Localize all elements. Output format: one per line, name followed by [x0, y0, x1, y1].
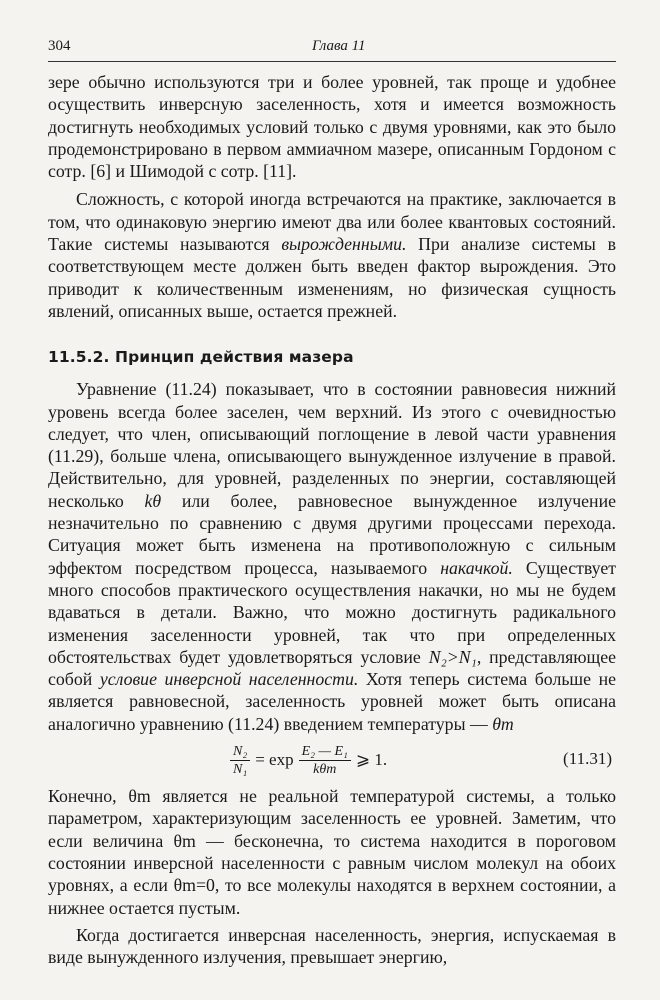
paragraph-2-text-a: Сложность, с которой иногда встречаются на практике, заключается в том, что одинаковую энергию имеют два или более квантовых состояний. Такие системы называются	[48, 189, 616, 255]
k-theta: kθ	[144, 490, 162, 511]
inversion-condition-formula: N₂>N₁	[428, 646, 477, 667]
theta-m: θm	[492, 713, 514, 734]
exponent-denominator: kθm	[313, 761, 337, 777]
ratio-numerator: N₂	[230, 743, 250, 761]
paragraph-1: зере обычно используются три и более уровней, так проще и удобнее осуществить инверсную заселенность, хотя и имеется возможность достигнуть необходимых условий только с двумя уровнями, как это было продемонстрировано в первом аммиачном мазере, описанным Гордоном с сотр. [6] и Шимодой с сотр. [11].	[48, 72, 616, 182]
equation-11-31	[48, 737, 616, 783]
paragraph-3-text-d: , представляющее собой	[48, 646, 617, 690]
term-pumping: накачкой.	[440, 557, 513, 578]
paragraph-2-text-b: При анализе системы в соответствующем месте должен быть введен фактор вырождения. Это приводит к количественным изменениям, но физическая сущность явлений, описанных выше, остается прежней.	[48, 234, 616, 321]
term-degenerate: вырожденными.	[281, 234, 407, 255]
paragraph-3	[48, 378, 616, 735]
book-page	[48, 38, 616, 968]
paragraph-3-text-a: Уравнение (11.24) показывает, что в состоянии равновесия нижний уровень всегда более заселен, чем верхний. Из этого с очевидностью следует, что член, описывающий поглощение в левой части уравнения (11.29), больше члена, описывающего вынужденное излучение в правой. Действительно, для уровней, разделенных по энергии, составляющей несколько	[48, 379, 616, 511]
paragraph-2	[48, 188, 616, 322]
chapter-title: Глава 11	[312, 38, 366, 54]
relation: ⩾ 1.	[355, 750, 388, 770]
section-heading: 11.5.2. Принцип действия мазера	[48, 348, 354, 367]
paragraph-3-text-e: Хотя теперь система больше не является равновесной, заселенность уровней может быть описана аналогично уравнению (11.24) введением температуры —	[48, 669, 616, 734]
paragraph-3-text-b: или более, равновесное вынужденное излучение незначительно по сравнению с двумя другими процессами перехода. Ситуация может быть изменена на противоположную с сильным эффектом посредством процесса, называемого	[48, 490, 616, 578]
page-number: 304	[48, 38, 71, 54]
exponent-fraction	[299, 743, 351, 778]
paragraph-4: Конечно, θm является не реальной температурой системы, а только параметром, характеризующим заселенность ее уровней. Заметим, что если величина θm — бесконечна, то система находится в пороговом состоянии инверсной населенности с равным числом молекул на обоих уровнях, а если θm=0, то все молекулы находятся в верхнем состоянии, а нижнее остается пустым.	[48, 786, 616, 918]
ratio-denominator: N₁	[233, 761, 248, 777]
exponent-numerator: E₂ — E₁	[299, 743, 351, 761]
page-header	[48, 38, 616, 62]
ratio-fraction	[230, 743, 250, 778]
equation-label: (11.31)	[563, 749, 612, 769]
equals-exp: = exp	[255, 750, 294, 770]
paragraph-3-text-c: Существует много способов практического осуществления накачки, но мы не будем вдаваться в детали. Важно, что можно достигнуть радикального изменения заселенности уровней, так что при определенных обстоятельствах будет удовлетворяться условие	[48, 557, 616, 667]
term-inversion-condition: условие инверсной населенности.	[99, 669, 359, 690]
paragraph-5: Когда достигается инверсная населенность, энергия, испускаемая в виде вынужденного излучения, превышает энергию,	[48, 924, 616, 968]
